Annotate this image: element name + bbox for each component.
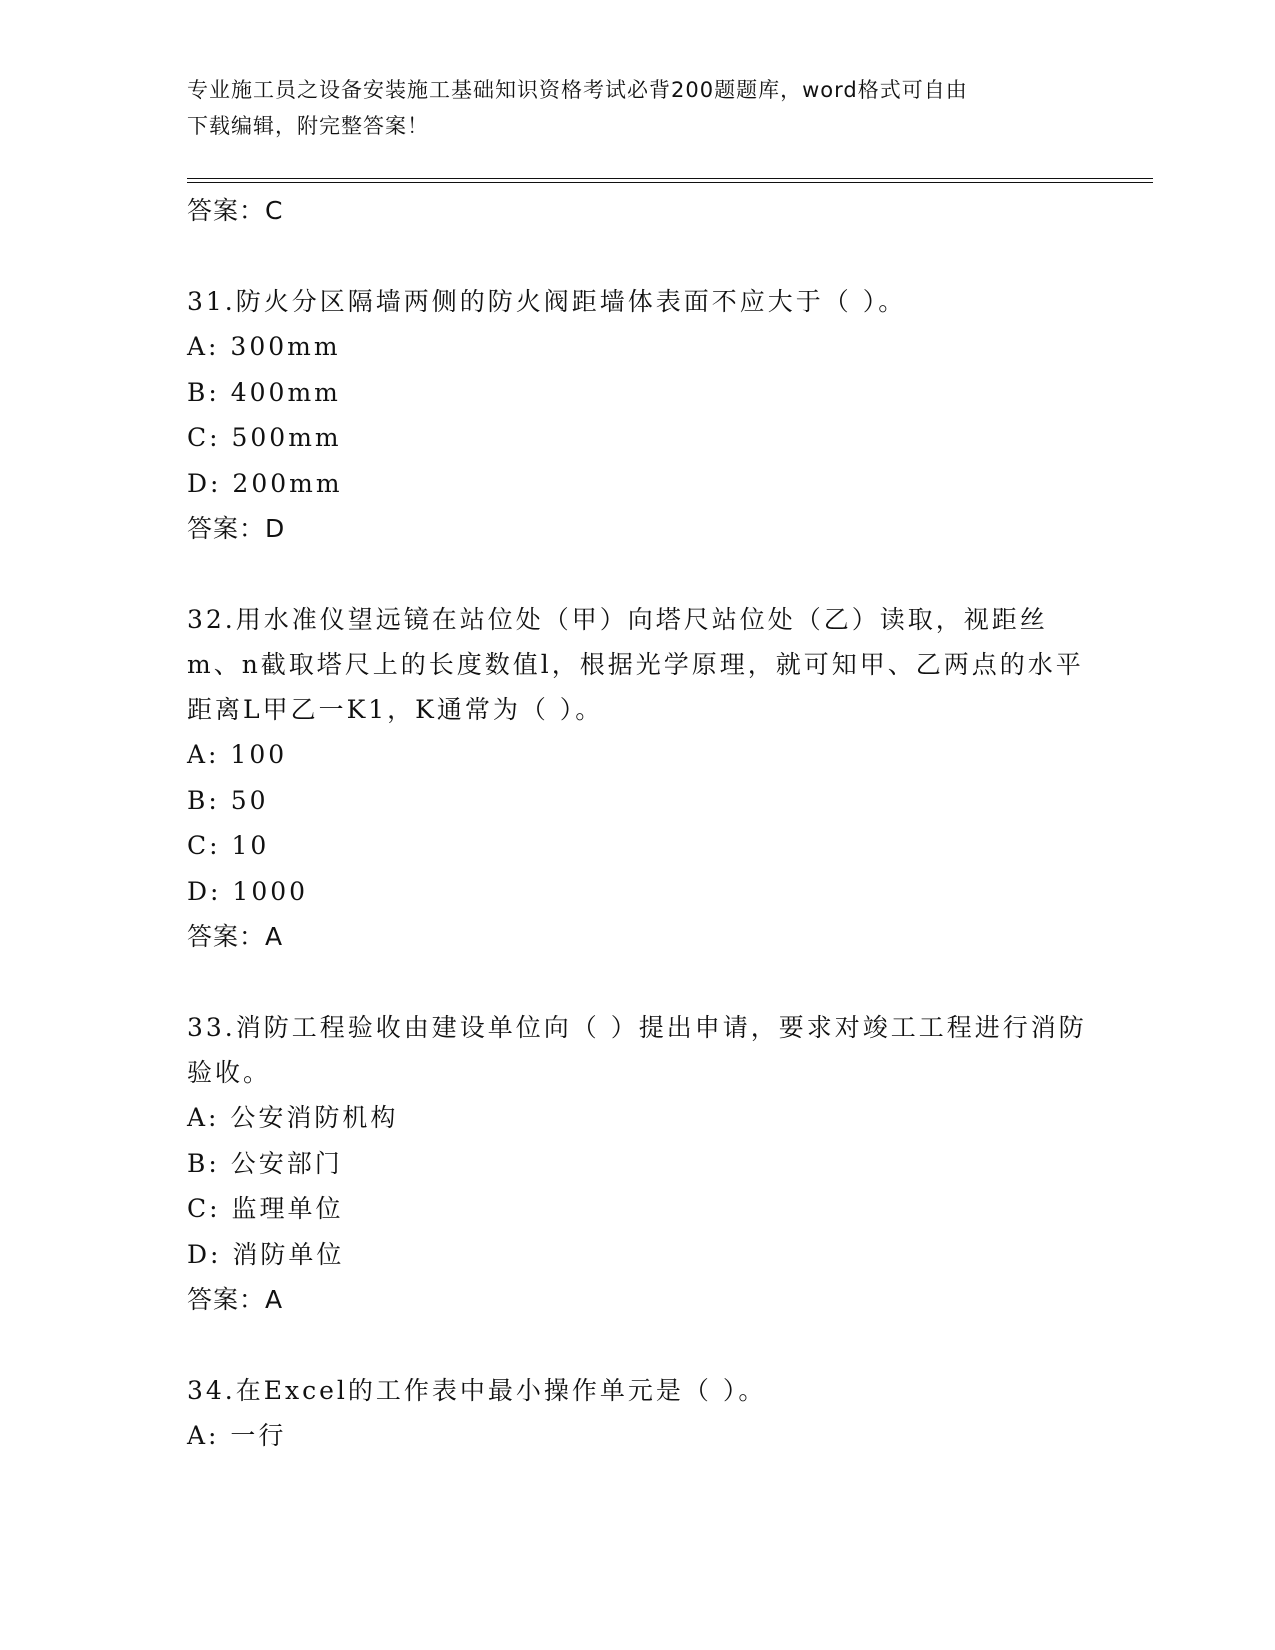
spacer [187,1323,1087,1368]
option-c: C: 监理单位 [187,1194,344,1223]
question-text: 32.用水准仪望远镜在站位处（甲）向塔尺站位处（乙）读取，视距丝m、n截取塔尺上的长度数值l，根据光学原理，就可知甲、乙两点的水平距离L甲乙一K1，K通常为（ ）。 [187,605,1084,724]
answer-line: 答案：D [187,514,286,543]
question-item [187,1368,1087,1459]
option-d: D: 200mm [187,468,343,498]
option-d: D: 消防单位 [187,1239,345,1269]
option-b: B: 公安部门 [187,1148,343,1178]
answer-line: 答案：A [187,922,284,951]
option-c: C: 500mm [187,423,342,452]
option-c: C: 10 [187,831,270,860]
page-header: 专业施工员之设备安装施工基础知识资格考试必背200题题库，word格式可自由 下载编辑，附完整答案！ [187,78,968,138]
question-item [187,597,1087,960]
question-list [187,188,1087,1459]
question-text: 31.防火分区隔墙两侧的防火阀距墙体表面不应大于（ ）。 [187,287,907,316]
spacer [187,234,1087,279]
option-a: A: 公安消防机构 [187,1103,399,1132]
question-item [187,1005,1087,1323]
spacer [187,552,1087,597]
option-b: B: 400mm [187,377,341,407]
option-a: A: 一行 [187,1421,287,1450]
option-d: D: 1000 [187,876,309,906]
option-a: A: 300mm [187,332,341,361]
question-text: 33.消防工程验收由建设单位向（ ）提出申请，要求对竣工工程进行消防验收。 [187,1013,1087,1087]
option-b: B: 50 [187,785,269,815]
option-a: A: 100 [187,740,288,769]
previous-answer: 答案：C [187,196,284,225]
question-text: 34.在Excel的工作表中最小操作单元是（ ）。 [187,1376,767,1405]
answer-line: 答案：A [187,1285,284,1314]
header-divider [187,178,1153,183]
spacer [187,960,1087,1005]
question-item [187,279,1087,552]
